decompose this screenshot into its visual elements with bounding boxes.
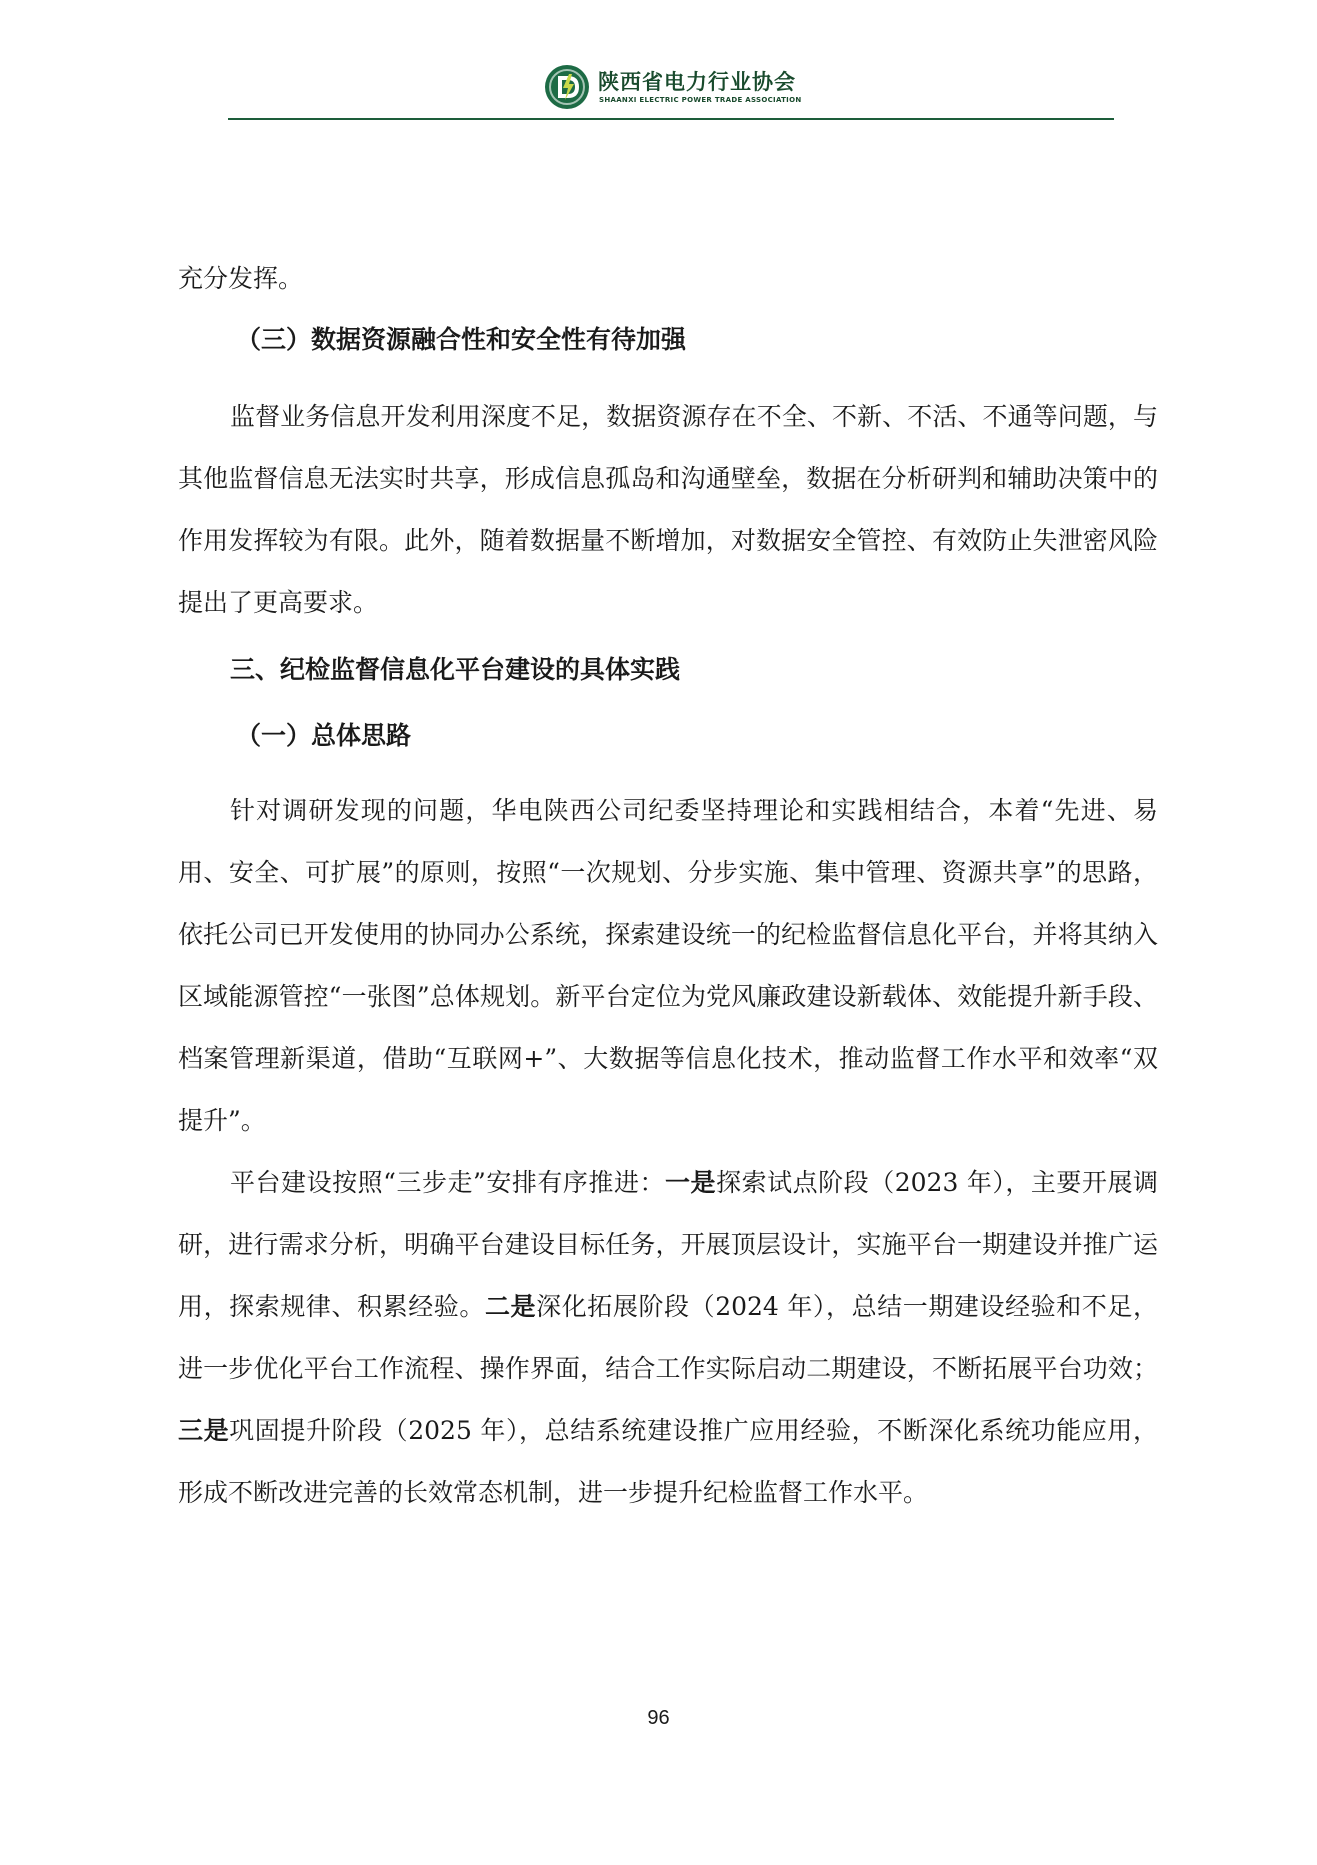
step-three-label: 三是 <box>178 1416 230 1445</box>
step-three-text: 巩固提升阶段（2025 年），总结系统建设推广应用经验，不断深化系统功能应用，形成不断改进完善的长效常态机制，进一步提升纪检监督工作水平。 <box>178 1416 1158 1507</box>
step-two-label: 二是 <box>484 1292 537 1321</box>
steps-intro: 平台建设按照“三步走”安排有序推进： <box>230 1168 665 1197</box>
subheading-data-resources: （三）数据资源融合性和安全性有待加强 <box>236 325 687 354</box>
paragraph-overall-approach: 针对调研发现的问题，华电陕西公司纪委坚持理论和实践相结合，本着“先进、易用、安全、可扩展”的原则，按照“一次规划、分步实施、集中管理、资源共享”的思路，依托公司已开发使用的协同办公系统，探索建设统一的纪检监督信息化平台，并将其纳入区域能源管控“一张图”总体规划。新平台定位为党风廉政建设新载体、效能提升新手段、档案管理新渠道，借助“互联网+”、大数据等信息化技术，推动监督工作水平和效率“双提升”。 <box>178 796 1158 1135</box>
step-one-text: 探索试点阶段（2023 年），主要开展调研，进行需求分析，明确平台建设目标任务，开展顶层设计，实施平台一期建设并推广运用，探索规律、积累经验。 <box>178 1168 1158 1321</box>
document-body <box>178 248 1158 1524</box>
carryover-paragraph: 充分发挥。 <box>178 264 304 293</box>
header-divider <box>228 118 1114 120</box>
association-name-english: SHAANXI ELECTRIC POWER TRADE ASSOCIATION <box>599 96 802 104</box>
section-heading-practice: 三、纪检监督信息化平台建设的具体实践 <box>230 655 681 684</box>
subheading-overall-approach: （一）总体思路 <box>236 721 412 750</box>
paragraph-three-steps <box>178 1152 1158 1524</box>
association-logo-icon <box>544 64 590 110</box>
step-one-label: 一是 <box>665 1168 717 1197</box>
association-name: 陕西省电力行业协会 <box>598 70 796 94</box>
paragraph-data-resources: 监督业务信息开发利用深度不足，数据资源存在不全、不新、不活、不通等问题，与其他监督信息无法实时共享，形成信息孤岛和沟通壁垒，数据在分析研判和辅助决策中的作用发挥较为有限。此外，随着数据量不断增加，对数据安全管控、有效防止失泄密风险提出了更高要求。 <box>178 402 1158 617</box>
page-number: 96 <box>647 1707 670 1729</box>
step-two-text: 深化拓展阶段（2024 年），总结一期建设经验和不足，进一步优化平台工作流程、操作界面，结合工作实际启动二期建设，不断拓展平台功效； <box>178 1292 1158 1383</box>
